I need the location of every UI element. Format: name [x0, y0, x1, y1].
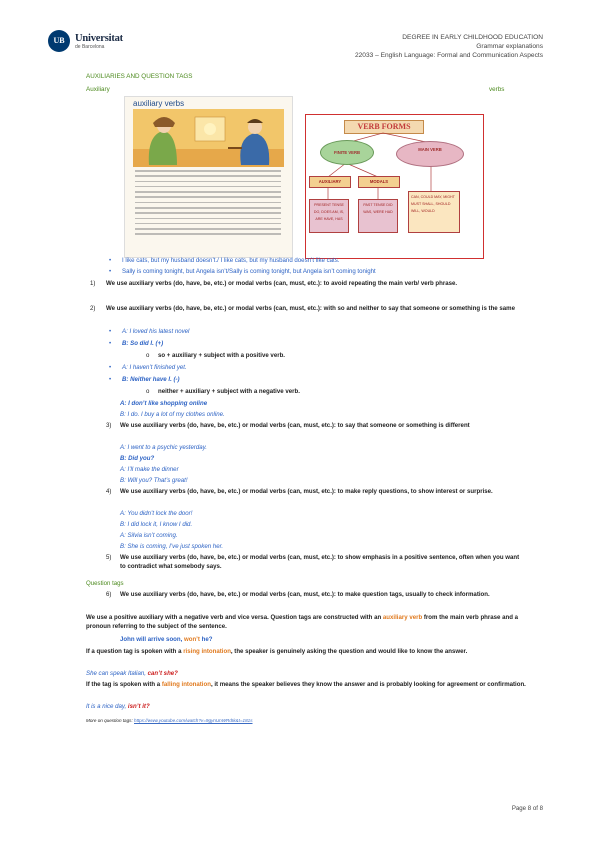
- rule-emphasis: We use auxiliary verbs (do, have, be, etc.) or modal verbs (can, must, etc.): to show emphasis in a positive sentence, often when you want to contradict what somebody says.: [120, 554, 520, 570]
- rule-avoid-repetition: We use auxiliary verbs (do, have, be, etc.) or modal verbs (can, must, etc.): to avoid repeating the main verb/ verb phrase.: [106, 280, 458, 287]
- verb-forms-title: VERB FORMS: [344, 120, 424, 134]
- page-number: Page 8 of 8: [511, 805, 543, 812]
- example-italian: She can speak Italian, can’t she?: [86, 670, 178, 677]
- example-nice-day: It is a nice day, isn’t it?: [86, 703, 150, 710]
- example-john: John will arrive soon, won’t he?: [120, 636, 213, 643]
- example-line: B: Neither have I. (-): [122, 376, 180, 383]
- logo-subtitle: de Barcelona: [75, 44, 105, 50]
- main-verb-node: MAIN VERB: [396, 141, 464, 167]
- bullet-point: •: [109, 328, 112, 335]
- example-line: A: You didn’t lock the door!: [120, 510, 193, 517]
- item-number: 6): [106, 591, 112, 598]
- rule-reply-questions: We use auxiliary verbs (do, have, be, etc.) or modal verbs (can, must, etc.): to make reply questions, to show interest or surprise.: [120, 488, 493, 495]
- rule-question-tags: We use auxiliary verbs (do, have, be, etc.) or modal verbs (can, must, etc.): to make question tags, usually to check information.: [120, 591, 490, 598]
- example-line: B: She is coming, I’ve just spoken her.: [120, 543, 224, 550]
- logo-mark: UB: [48, 30, 70, 52]
- more-on-question-tags: More on question tags: https://www.youtube.com/watch?v=9gynUnWRdIk&t=181s: [86, 718, 253, 723]
- section-title: AUXILIARIES AND QUESTION TAGS: [86, 73, 193, 80]
- header-subtitle: Grammar explanations: [476, 42, 543, 50]
- rule-different: We use auxiliary verbs (do, have, be, etc.) or modal verbs (can, must, etc.): to say that someone or something is different: [120, 422, 470, 429]
- sub-bullet: o: [146, 352, 150, 359]
- example-line: B: Did you?: [120, 455, 155, 462]
- falling-intonation-paragraph: If the tag is spoken with a falling intonation, it means the speaker believes they know the answer and is probably looking for agreement or confirmation.: [86, 681, 526, 688]
- bullet-point: •: [109, 376, 112, 383]
- modals-node: MODALS: [358, 176, 400, 188]
- bullet-point: •: [109, 340, 112, 347]
- item-number: 2): [90, 305, 96, 312]
- auxiliary-label: Auxiliary: [86, 86, 110, 93]
- so-structure: so + auxiliary + subject with a positive verb.: [158, 352, 286, 359]
- example-sally: Sally is coming tonight, but Angela isn’t/Sally is coming tonight, but Angela isn’t coming tonight: [122, 268, 376, 275]
- rising-intonation-term: rising intonation: [183, 648, 231, 655]
- example-line: A: I’ll make the dinner: [120, 466, 179, 473]
- bullet-point: •: [109, 364, 112, 371]
- header-course: 22033 – English Language: Formal and Communication Aspects: [354, 51, 543, 59]
- logo-name: Universitat: [75, 33, 123, 44]
- example-line: A: I went to a psychic yesterday.: [120, 444, 207, 451]
- example-line: A: I loved his latest novel: [122, 328, 190, 335]
- document-header: [355, 34, 543, 61]
- item-number: 1): [90, 280, 96, 287]
- question-tags-paragraph: [86, 614, 526, 632]
- auxiliary-node: AUXILIARY: [309, 176, 351, 188]
- example-line: A: I haven’t finished yet.: [122, 364, 187, 371]
- item-number: 4): [106, 488, 112, 495]
- header-degree: DEGREE IN EARLY CHILDHOOD EDUCATION: [402, 34, 543, 41]
- example-cats: I like cats, but my husband doesn’t./ I like cats, but my husband doesn’t like cats.: [122, 257, 340, 264]
- bullet-point: •: [109, 257, 112, 264]
- finite-verb-node: FINITE VERB: [320, 140, 374, 165]
- rising-intonation-paragraph: If a question tag is spoken with a rising intonation, the speaker is genuinely asking the question and would like to know the answer.: [86, 648, 468, 655]
- verb-forms-diagram: [305, 114, 484, 259]
- modal-verbs-box: CAN, COULD MAY, MIGHT MUST SHALL, SHOULD WILL, WOULD: [408, 191, 460, 233]
- example-line: B: Will you? That’s great!: [120, 477, 188, 484]
- bullet-point: •: [109, 268, 112, 275]
- item-number: 3): [106, 422, 112, 429]
- textbook-illustration: [133, 109, 284, 167]
- paragraph-text: We use a positive auxiliary with a negative verb and vice versa. Question tags are constructed with an: [86, 614, 383, 621]
- textbook-image: [124, 96, 293, 258]
- neither-structure: neither + auxiliary + subject with a negative verb.: [158, 388, 300, 395]
- example-line: B: I did lock it, I know I did.: [120, 521, 193, 528]
- example-line: B: I do. I buy a lot of my clothes online.: [120, 411, 225, 418]
- past-tense-box: PAST TENSE DID WAS, WERE HAD: [358, 199, 398, 233]
- example-line: B: So did I. (+): [122, 340, 164, 347]
- youtube-link[interactable]: https://www.youtube.com/watch?v=9gynUnWRdIk&t=181s: [134, 718, 253, 723]
- example-line: A: I don’t like shopping online: [120, 400, 208, 407]
- item-number: 5): [106, 554, 112, 561]
- present-tense-box: PRESENT TENSE DO, DOES AM, IS, ARE HAVE, HAS: [309, 199, 349, 233]
- verbs-label: verbs: [489, 86, 505, 93]
- falling-intonation-term: falling intonation: [161, 681, 211, 688]
- textbook-text-lines: [135, 170, 281, 239]
- question-tags-heading: Question tags: [86, 580, 124, 587]
- auxiliary-verb-term: auxiliary verb: [382, 614, 423, 621]
- sub-bullet: o: [146, 388, 150, 395]
- paragraph-text: from the main verb phrase and a pronoun referring to the subject of the sentence.: [86, 614, 519, 630]
- textbook-title: auxiliary verbs: [133, 99, 185, 108]
- rule-so-neither: We use auxiliary verbs (do, have, be, etc.) or modal verbs (can, must, etc.): with so and neither to say that someone or something is the same: [106, 305, 515, 312]
- example-line: A: Silvia isn’t coming.: [120, 532, 178, 539]
- university-logo: [48, 28, 158, 58]
